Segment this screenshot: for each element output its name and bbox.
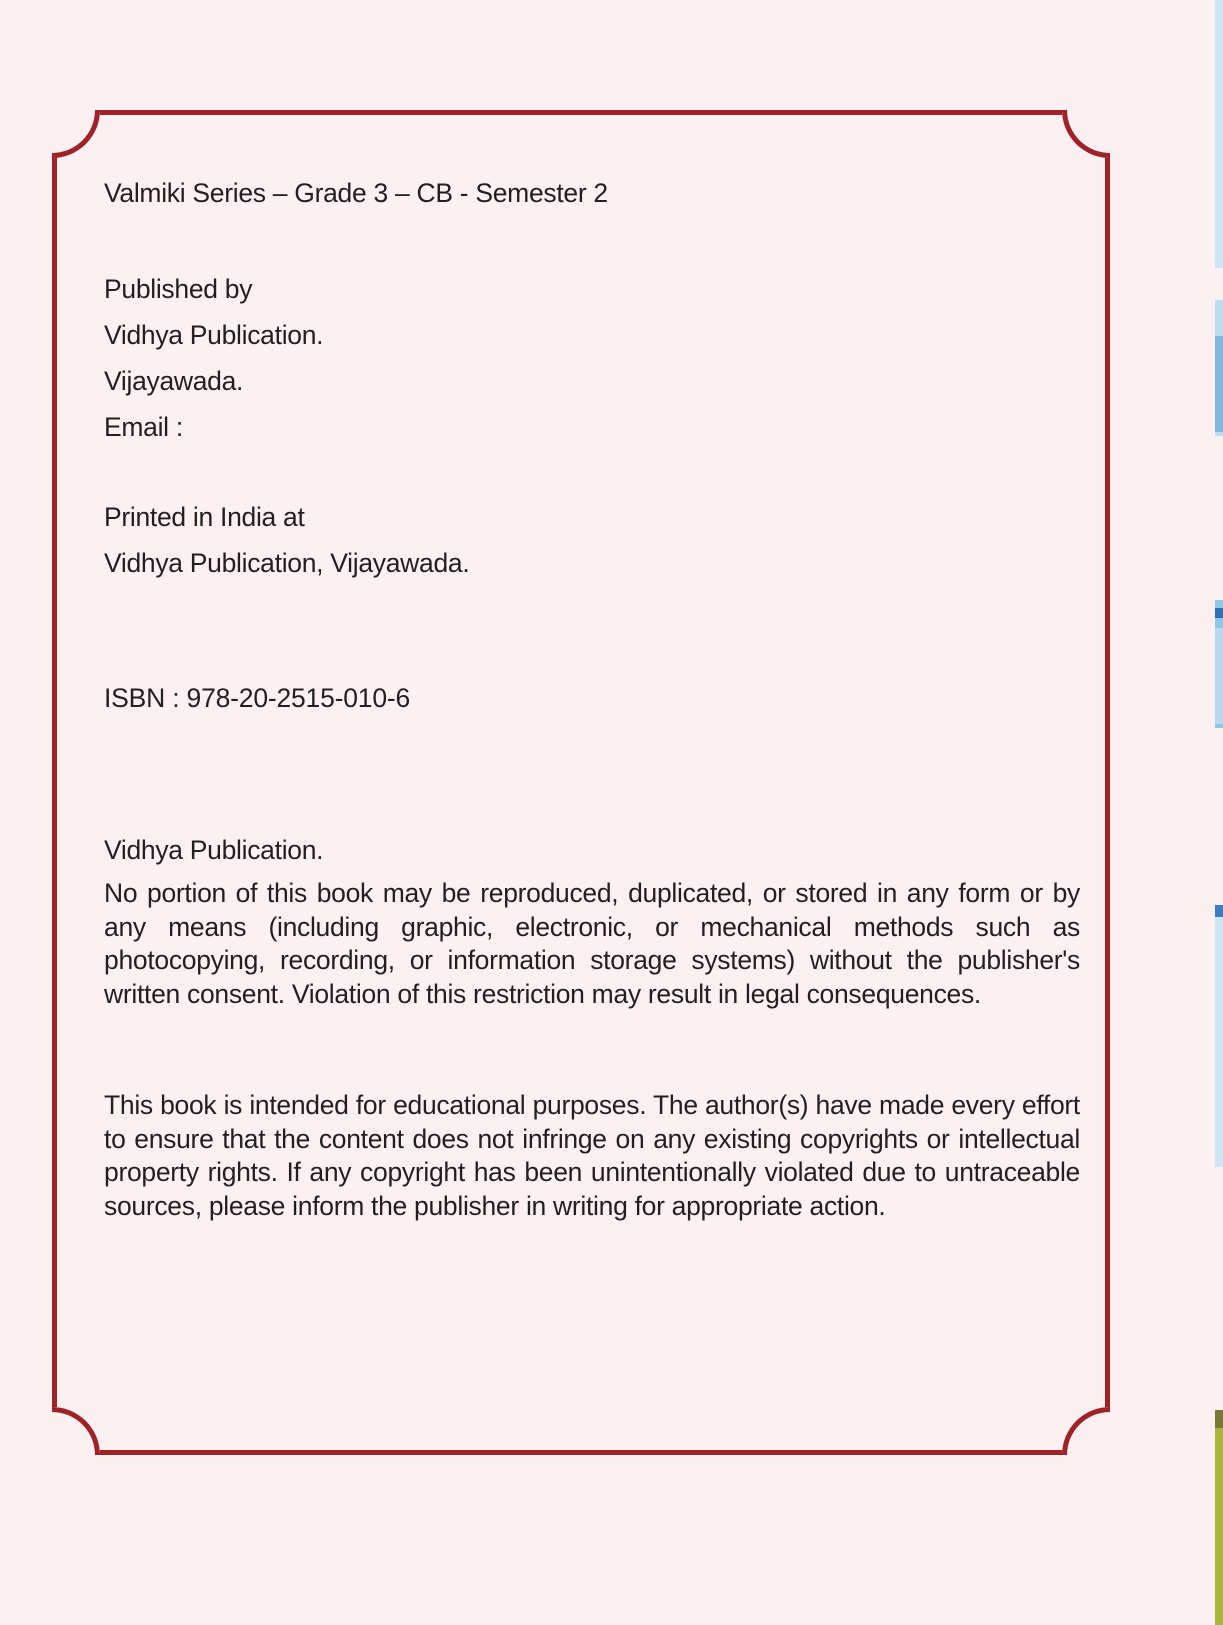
spacer — [104, 810, 1080, 834]
spacer — [104, 450, 1080, 494]
page-edge-tabs — [1215, 0, 1223, 1625]
frame-corner-top-right-icon — [1062, 110, 1110, 158]
copyright-notice: No portion of this book may be reproduced, duplicated, or stored in any form or by any means (including graphic, electronic, or mechanical methods such as photocopying, recording, or information storage systems) without the publisher's written consent. Violation of this restriction may result in legal consequences. — [104, 878, 1080, 1009]
publisher-name: Vidhya Publication. — [104, 319, 324, 350]
printing-block — [104, 494, 1080, 586]
publisher-city: Vijayawada. — [104, 365, 244, 396]
copyright-holder: Vidhya Publication. — [104, 834, 324, 865]
page-title: Valmiki Series – Grade 3 – CB - Semester 2 — [104, 178, 608, 208]
frame-corner-bottom-right-icon — [1062, 1407, 1110, 1455]
spacer — [104, 867, 1080, 877]
page-edge-tab-4 — [1215, 608, 1223, 618]
page-edge-tab-0 — [1215, 0, 1223, 268]
frame-left-border — [52, 158, 57, 1407]
printer-name: Vidhya Publication, Vijayawada. — [104, 547, 470, 578]
page-edge-tab-7 — [1215, 917, 1223, 1167]
disclaimer-block — [104, 1089, 1080, 1223]
frame-top-border — [100, 110, 1062, 115]
publisher-email-label: Email : — [104, 411, 183, 442]
page-edge-tab-5 — [1215, 628, 1223, 724]
page-edge-tab-9 — [1215, 1428, 1223, 1625]
spacer — [104, 210, 1080, 266]
disclaimer-text: This book is intended for educational purposes. The author(s) have made every effort to ensure that the content does not infringe on any existing copyrights or intellectual property rights. If any copyright has been unintentionally violated due to untraceable sources, please inform the publisher in writing for appropriate action. — [104, 1090, 1080, 1221]
copyright-block — [104, 834, 1080, 1012]
published-by-label: Published by — [104, 273, 253, 304]
spacer — [104, 718, 1080, 810]
frame-right-border — [1105, 158, 1110, 1407]
printed-in-india-label: Printed in India at — [104, 501, 305, 532]
frame-corner-bottom-left-icon — [52, 1407, 100, 1455]
page-content — [104, 178, 1080, 1223]
isbn-value: ISBN : 978-20-2515-010-6 — [104, 682, 411, 713]
spacer — [104, 1011, 1080, 1089]
spacer — [104, 586, 1080, 678]
publisher-block — [104, 266, 1080, 450]
frame-bottom-border — [100, 1450, 1062, 1455]
page-edge-tab-6 — [1215, 905, 1223, 917]
frame-corner-top-left-icon — [52, 110, 100, 158]
page-edge-tab-2 — [1215, 336, 1223, 432]
page-edge-tab-8 — [1215, 1410, 1223, 1428]
